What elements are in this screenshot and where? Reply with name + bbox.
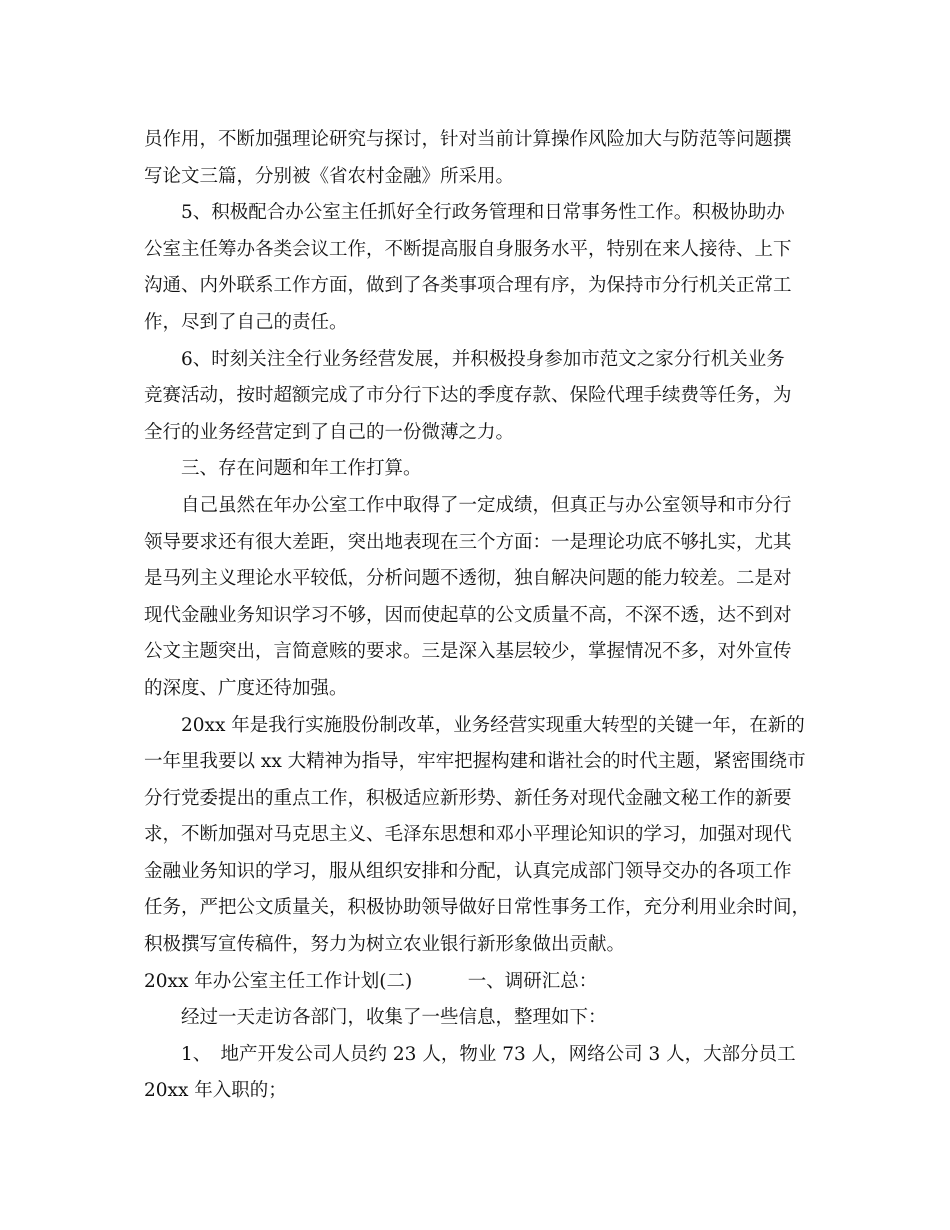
paragraph-survey-intro: [144, 1000, 808, 1037]
text-line: 任务，严把公文质量关，积极协助领导做好日常性事务工作，充分利用业余时间，: [144, 897, 811, 919]
text-line: 20xx 年入职的；: [144, 1080, 287, 1102]
paragraph-item-6: [144, 342, 808, 452]
section-heading-problems-plans: [144, 451, 808, 488]
text-line: 是马列主义理论水平较低，分析问题不透彻，独自解决问题的能力较差。二是对: [144, 568, 792, 590]
text-line: 公室主任筹办各类会议工作，不断提高服自身服务水平，特别在来人接待、上下: [144, 238, 792, 260]
text-line: 的深度、广度还待加强。: [144, 677, 348, 699]
text-line: 现代金融业务知识学习不够，因而使起草的公文质量不高，不深不透，达不到对: [144, 604, 792, 626]
text-line: 20xx 年办公室主任工作计划(二) 一、调研汇总：: [144, 970, 598, 992]
paragraph-survey-item-1: [144, 1037, 808, 1074]
text-line: 6、时刻关注全行业务经营发展，并积极投身参加市范文之家分行机关业务: [181, 348, 785, 370]
text-line: 作，尽到了自己的责任。: [144, 311, 348, 333]
text-line: 求，不断加强对马克思主义、毛泽东思想和邓小平理论知识的学习，加强对现代: [144, 824, 792, 846]
text-line: 20xx 年是我行实施股份制改革，业务经营实现重大转型的关键一年，在新的: [181, 714, 805, 736]
text-line: 自己虽然在年办公室工作中取得了一定成绩，但真正与办公室领导和市分行: [181, 494, 792, 516]
paragraph-item-5: [144, 195, 808, 341]
text-line: 金融业务知识的学习，服从组织安排和分配，认真完成部门领导交办的各项工作: [144, 860, 792, 882]
document-subtitle: [144, 964, 808, 1001]
text-line: 积极撰写宣传稿件，努力为树立农业银行新形象做出贡献。: [144, 934, 626, 956]
paragraph-research-papers: [144, 122, 808, 195]
paragraph-survey-item-1-cont: [144, 1073, 808, 1110]
document-body: [144, 122, 811, 1110]
text-line: 员作用，不断加强理论研究与探讨，针对当前计算操作风险加大与防范等问题撰: [144, 129, 792, 150]
text-line: 写论文三篇，分别被《省农村金融》所采用。: [144, 165, 515, 187]
text-line: 领导要求还有很大差距，突出地表现在三个方面：一是理论功底不够扎实，尤其: [144, 531, 792, 553]
text-line: 全行的业务经营定到了自己的一份微薄之力。: [144, 421, 515, 443]
text-line: 1、 地产开发公司人员约 23 人，物业 73 人，网络公司 3 人，大部分员工: [181, 1043, 796, 1065]
text-line: 沟通、内外联系工作方面，做到了各类事项合理有序，为保持市分行机关正常工: [144, 275, 792, 297]
text-line: 三、存在问题和年工作打算。: [181, 458, 422, 480]
text-line: 竞赛活动，按时超额完成了市分行下达的季度存款、保险代理手续费等任务，为: [144, 385, 792, 407]
paragraph-next-year-plan: [144, 708, 811, 964]
paragraph-shortcomings: [144, 488, 808, 708]
text-line: 经过一天走访各部门，收集了一些信息，整理如下：: [181, 1007, 607, 1029]
text-line: 公文主题突出，言简意赅的要求。三是深入基层较少，掌握情况不多，对外宣传: [144, 641, 792, 663]
text-line: 分行党委提出的重点工作，积极适应新形势、新任务对现代金融文秘工作的新要: [144, 787, 792, 809]
text-line: 一年里我要以 xx 大精神为指导，牢牢把握构建和谐社会的时代主题，紧密围绕市: [144, 751, 806, 773]
text-line: 5、积极配合办公室主任抓好全行政务管理和日常事务性工作。积极协助办: [181, 202, 785, 224]
